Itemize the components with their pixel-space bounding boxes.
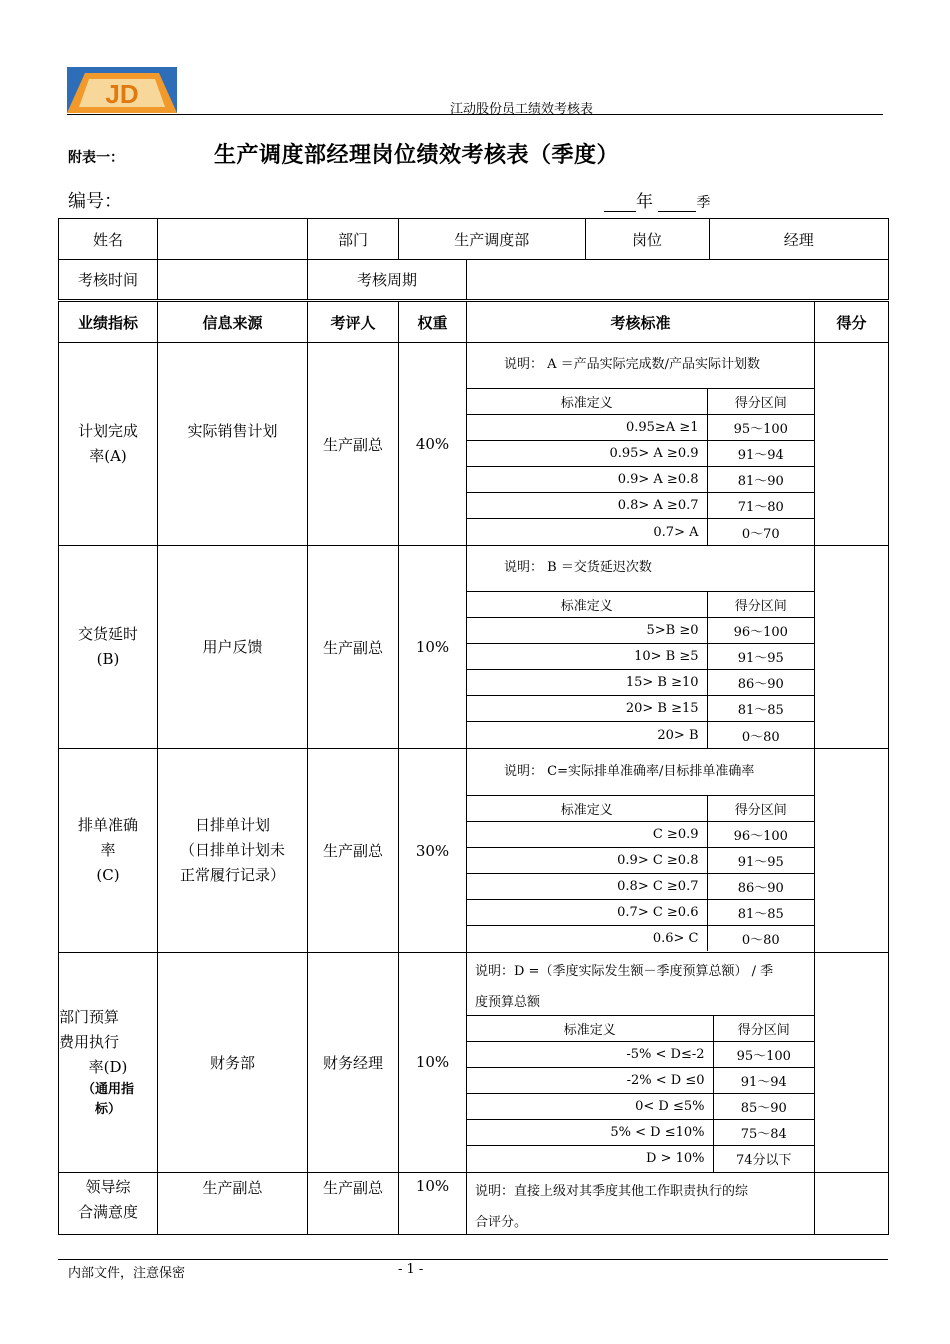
table-row (59, 749, 889, 953)
scale-def: 20> B (467, 722, 707, 748)
standard-cell (467, 343, 815, 546)
weight-cell: 30% (399, 749, 467, 953)
scale-def: 0.95≥A ≥1 (467, 415, 707, 441)
scale-range: 91～94 (707, 441, 814, 467)
standard-description: 说明： A ＝产品实际完成数/产品实际计划数 (504, 357, 761, 373)
scale-def: 5>B ≥0 (467, 618, 707, 644)
info-row-2 (59, 260, 889, 301)
scale-def: 5% < D ≤10% (467, 1120, 713, 1146)
dept-value: 生产调度部 (454, 230, 530, 249)
table-row (59, 1172, 889, 1234)
score-cell[interactable] (815, 1172, 889, 1234)
company-logo (67, 67, 177, 113)
scale-table (467, 1015, 814, 1172)
page-number: - 1 - (398, 1262, 424, 1277)
assessment-table (58, 218, 889, 1235)
scale-range: 91～95 (707, 847, 814, 873)
serial-number-label: 编号： (68, 191, 122, 212)
scale-range: 96～100 (707, 821, 814, 847)
indicator-cell: 部门预算 费用执行 率(D) （通用指 标） (59, 953, 158, 1173)
rater-cell: 生产副总 (308, 343, 399, 546)
scale-def: C ≥0.9 (467, 821, 707, 847)
table-row (59, 546, 889, 749)
post-value: 经理 (709, 219, 888, 259)
cycle-field[interactable] (467, 260, 889, 301)
header-document-name: 江动股份员工绩效考核表 (450, 102, 594, 117)
scale-def: 0.9> C ≥0.8 (467, 847, 707, 873)
col-score: 得分 (815, 301, 889, 343)
info-row-1 (59, 219, 889, 260)
source-cell: 日排单计划 （日排单计划未 正常履行记录） (158, 749, 308, 953)
period-field (604, 187, 710, 212)
source-cell: 实际销售计划 (158, 343, 308, 546)
indicator-cell: 计划完成 率(A) (59, 343, 158, 546)
scale-range: 74分以下 (713, 1146, 814, 1172)
scale-table (467, 795, 814, 952)
col-weight: 权重 (399, 301, 467, 343)
year-blank[interactable] (604, 194, 636, 212)
scale-def: -5% < D≤-2 (467, 1042, 713, 1068)
scale-def: 10> B ≥5 (467, 644, 707, 670)
scale-range: 95～100 (707, 415, 814, 441)
scale-def: 0.9> A ≥0.8 (467, 467, 707, 493)
score-cell[interactable] (815, 343, 889, 546)
scale-def: 0< D ≤5% (467, 1094, 713, 1120)
season-label: 季 (696, 195, 711, 211)
name-field[interactable] (158, 219, 308, 260)
scale-range-header: 得分区间 (707, 592, 814, 618)
rater-cell: 生产副总 (308, 546, 399, 749)
scale-range: 81～90 (707, 467, 814, 493)
scale-def: 15> B ≥10 (467, 670, 707, 696)
indicator-cell: 领导综 合满意度 (59, 1172, 158, 1234)
column-header-row (59, 301, 889, 343)
scale-range: 0～80 (707, 722, 814, 748)
indicator-cell: 排单准确 率 (C) (59, 749, 158, 953)
indicator-cell: 交货延时 (B) (59, 546, 158, 749)
scale-def: 0.95> A ≥0.9 (467, 441, 707, 467)
scale-def-header: 标准定义 (467, 795, 707, 821)
time-label: 考核时间 (59, 260, 158, 301)
source-cell: 生产副总 (158, 1172, 308, 1234)
scale-def-header: 标准定义 (467, 389, 707, 415)
scale-range: 91～95 (707, 644, 814, 670)
table-row (59, 343, 889, 546)
col-rater: 考评人 (308, 301, 399, 343)
appendix-label: 附表一： (68, 150, 124, 166)
scale-def: 0.7> A (467, 519, 707, 545)
page-title: 生产调度部经理岗位绩效考核表（季度） (214, 142, 620, 168)
header-rule (67, 114, 883, 115)
standard-description: 说明： B ＝交货延迟次数 (504, 560, 652, 576)
scale-range: 75～84 (713, 1120, 814, 1146)
scale-def: 0.8> A ≥0.7 (467, 493, 707, 519)
scale-range: 0～70 (707, 519, 814, 545)
scale-range: 71～80 (707, 493, 814, 519)
cycle-label: 考核周期 (308, 260, 467, 301)
score-cell[interactable] (815, 546, 889, 749)
indicator-note: （通用指 标） (81, 1081, 134, 1117)
name-label: 姓名 (59, 219, 158, 260)
scale-table (467, 591, 814, 748)
scale-range: 0～80 (707, 925, 814, 951)
season-blank[interactable] (658, 194, 696, 212)
rater-cell: 生产副总 (308, 1172, 399, 1234)
scale-def: D > 10% (467, 1146, 713, 1172)
standard-description: 说明：直接上级对其季度其他工作职责执行的综 合评分。 (475, 1184, 749, 1230)
weight-cell: 10% (399, 953, 467, 1173)
dept-post-group (399, 219, 888, 259)
scale-def: 0.8> C ≥0.7 (467, 873, 707, 899)
scale-def: 0.7> C ≥0.6 (467, 899, 707, 925)
standard-cell (467, 953, 815, 1173)
table-row (59, 953, 889, 1173)
scale-def: -2% < D ≤0 (467, 1068, 713, 1094)
weight-cell: 10% (399, 1172, 467, 1234)
year-label: 年 (636, 192, 653, 212)
scale-def-header: 标准定义 (467, 1016, 713, 1042)
score-cell[interactable] (815, 953, 889, 1173)
scale-range: 85～90 (713, 1094, 814, 1120)
svg-text:JD: JD (105, 79, 139, 109)
time-field[interactable] (158, 260, 308, 301)
standard-cell (467, 546, 815, 749)
standard-cell (467, 749, 815, 953)
rater-cell: 生产副总 (308, 749, 399, 953)
scale-range: 96～100 (707, 618, 814, 644)
standard-cell (467, 1172, 815, 1234)
scale-range: 81～85 (707, 899, 814, 925)
col-indicator: 业绩指标 (59, 301, 158, 343)
scale-def: 20> B ≥15 (467, 696, 707, 722)
scale-def-header: 标准定义 (467, 592, 707, 618)
weight-cell: 10% (399, 546, 467, 749)
scale-range: 86～90 (707, 873, 814, 899)
rater-cell: 财务经理 (308, 953, 399, 1173)
score-cell[interactable] (815, 749, 889, 953)
weight-cell: 40% (399, 343, 467, 546)
scale-range: 95～100 (713, 1042, 814, 1068)
scale-def: 0.6> C (467, 925, 707, 951)
scale-range-header: 得分区间 (713, 1016, 814, 1042)
scale-range: 81～85 (707, 696, 814, 722)
standard-description: 说明： C=实际排单准确率/目标排单准确率 (504, 763, 755, 779)
scale-table (467, 388, 814, 545)
scale-range: 86～90 (707, 670, 814, 696)
source-cell: 财务部 (158, 953, 308, 1173)
post-label: 岗位 (585, 219, 709, 259)
standard-description: 说明：D =（季度实际发生额－季度预算总额） / 季 度预算总额 (475, 964, 774, 1010)
footer-rule (58, 1259, 888, 1260)
col-standard: 考核标准 (467, 301, 815, 343)
confidential-note: 内部文件，注意保密 (68, 1266, 186, 1281)
dept-label: 部门 (308, 219, 399, 260)
source-cell: 用户反馈 (158, 546, 308, 749)
scale-range-header: 得分区间 (707, 389, 814, 415)
scale-range-header: 得分区间 (707, 795, 814, 821)
col-source: 信息来源 (158, 301, 308, 343)
scale-range: 91～94 (713, 1068, 814, 1094)
